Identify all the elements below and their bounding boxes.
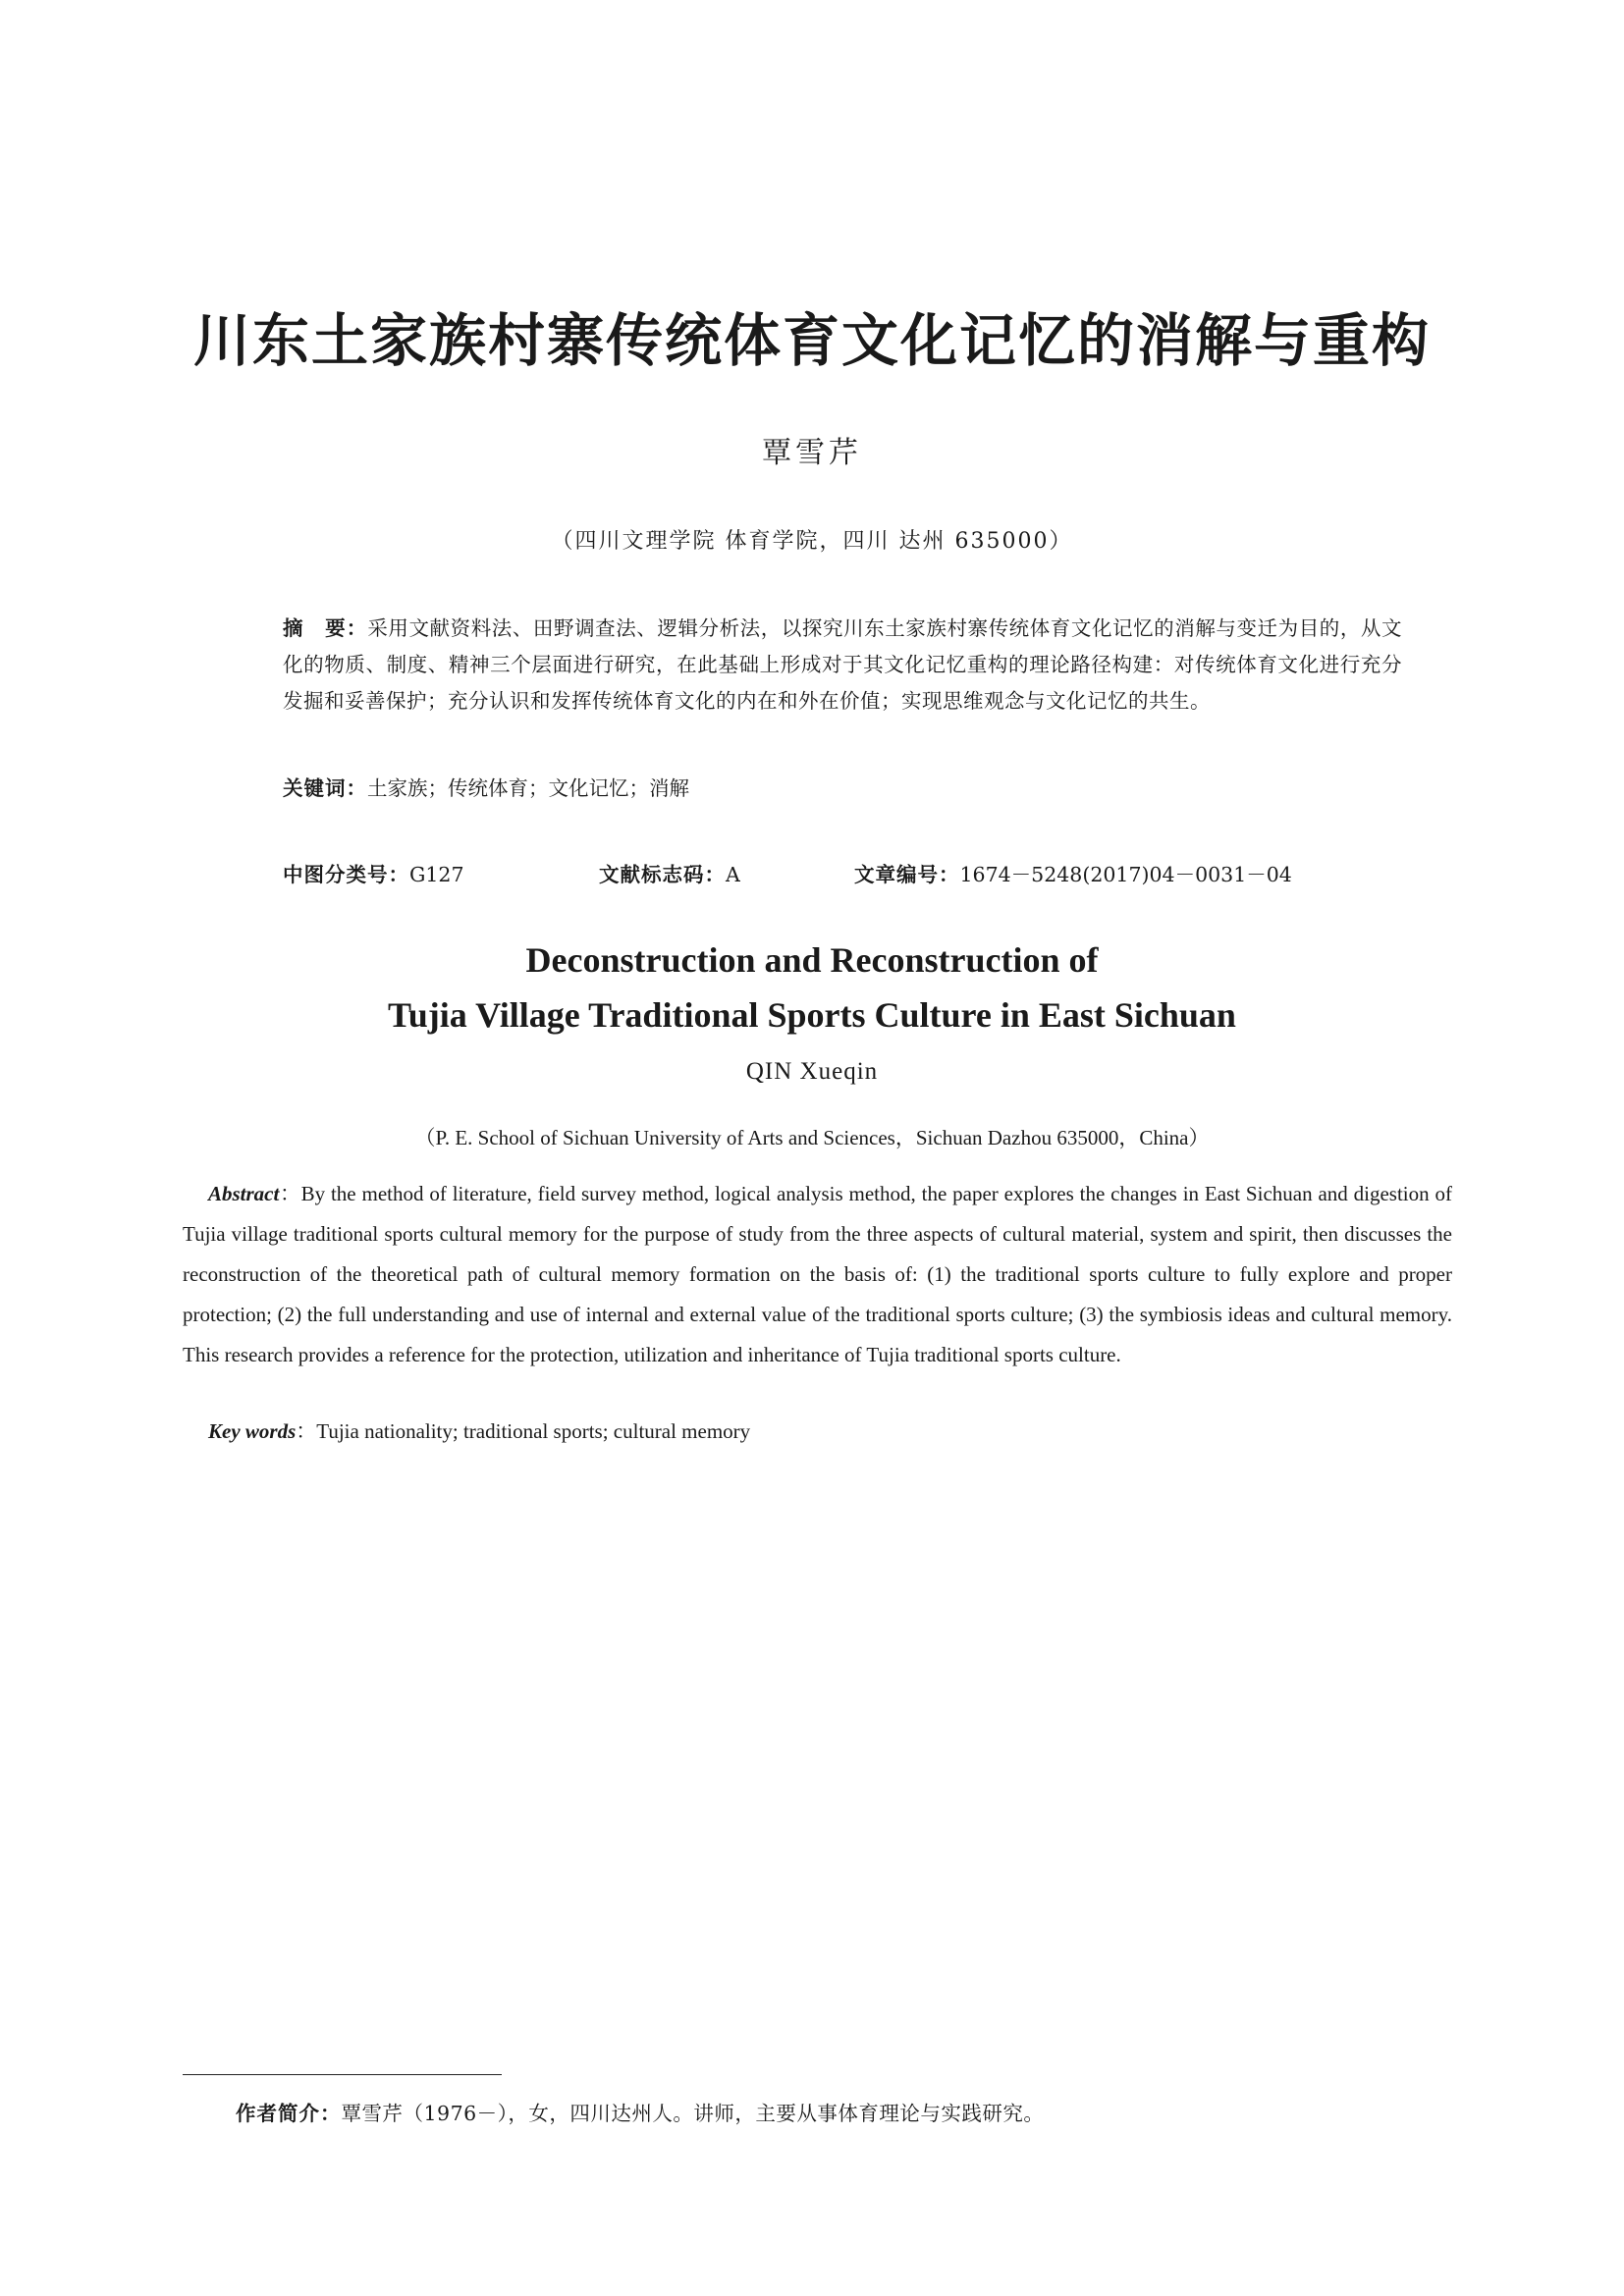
chinese-author: 覃雪芹 (762, 436, 862, 470)
chinese-title: 川东土家族村寨传统体育文化记忆的消解与重构 (192, 307, 1431, 374)
author-footnote (236, 2097, 1044, 2126)
clc-value: G127 (409, 863, 464, 886)
clc-number (283, 858, 464, 887)
english-abstract-separator: ： (279, 1182, 301, 1205)
english-title-line1: Deconstruction and Reconstruction of (525, 940, 1099, 980)
english-keywords (208, 1415, 1445, 1445)
english-affiliation: （P. E. School of Sichuan University of Arts and Sciences，Sichuan Dazhou 635000，China） (414, 1126, 1210, 1149)
document-code-label: 文献标志码： (599, 863, 726, 886)
document-code (599, 858, 740, 887)
author-footnote-text: 覃雪芹（1976－），女，四川达州人。讲师，主要从事体育理论与实践研究。 (341, 2102, 1045, 2125)
english-abstract-label: Abstract (208, 1182, 280, 1205)
english-keywords-label: Key words (208, 1419, 297, 1443)
english-title (0, 933, 1624, 1042)
clc-label: 中图分类号： (283, 863, 409, 886)
chinese-abstract (283, 611, 1402, 720)
chinese-keywords-text: 土家族；传统体育；文化记忆；消解 (367, 776, 689, 800)
english-title-line2: Tujia Village Traditional Sports Culture in East Sichuan (388, 995, 1236, 1035)
chinese-keywords (283, 772, 1402, 801)
chinese-affiliation: （四川文理学院 体育学院，四川 达州 635000） (551, 529, 1073, 554)
english-keywords-separator: ： (296, 1419, 317, 1443)
article-number-value: 1674－5248(2017)04－0031－04 (959, 863, 1292, 886)
chinese-keywords-label: 关键词： (283, 776, 367, 800)
article-number-label: 文章编号： (854, 863, 960, 886)
article-number (854, 858, 1292, 887)
document-code-value: A (726, 863, 740, 886)
english-author: QIN Xueqin (745, 1058, 879, 1085)
chinese-abstract-label: 摘 要： (283, 616, 368, 640)
chinese-abstract-text: 采用文献资料法、田野调查法、逻辑分析法，以探究川东土家族村寨传统体育文化记忆的消解与变迁为目的，从文化的物质、制度、精神三个层面进行研究，在此基础上形成对于其文化记忆重构的理论路径构建：对传统体育文化进行充分发掘和妥善保护；充分认识和发挥传统体育文化的内在和外在价值；实现思维观念与文化记忆的共生。 (283, 616, 1403, 713)
author-footnote-label: 作者简介： (236, 2102, 342, 2125)
english-keywords-text: Tujia nationality; traditional sports; cultural memory (316, 1419, 751, 1443)
footnote-divider (183, 2074, 502, 2075)
english-abstract (183, 1174, 1452, 1375)
english-abstract-text: By the method of literature, field survey method, logical analysis method, the paper explores the changes in East Sichuan and digestion of Tujia village traditional sports cultural memory for the purpose of study from the three aspects of cultural material, system and spirit, then discusses the reconstruction of the theoretical path of cultural memory formation on the basis of: (1) the traditional sports culture to fully explore and proper protection; (2) the full understanding and use of internal and external value of the traditional sports culture; (3) the symbiosis ideas and cultural memory. This research provides a reference for the protection, utilization and inheritance of Tujia traditional sports culture. (183, 1182, 1453, 1366)
